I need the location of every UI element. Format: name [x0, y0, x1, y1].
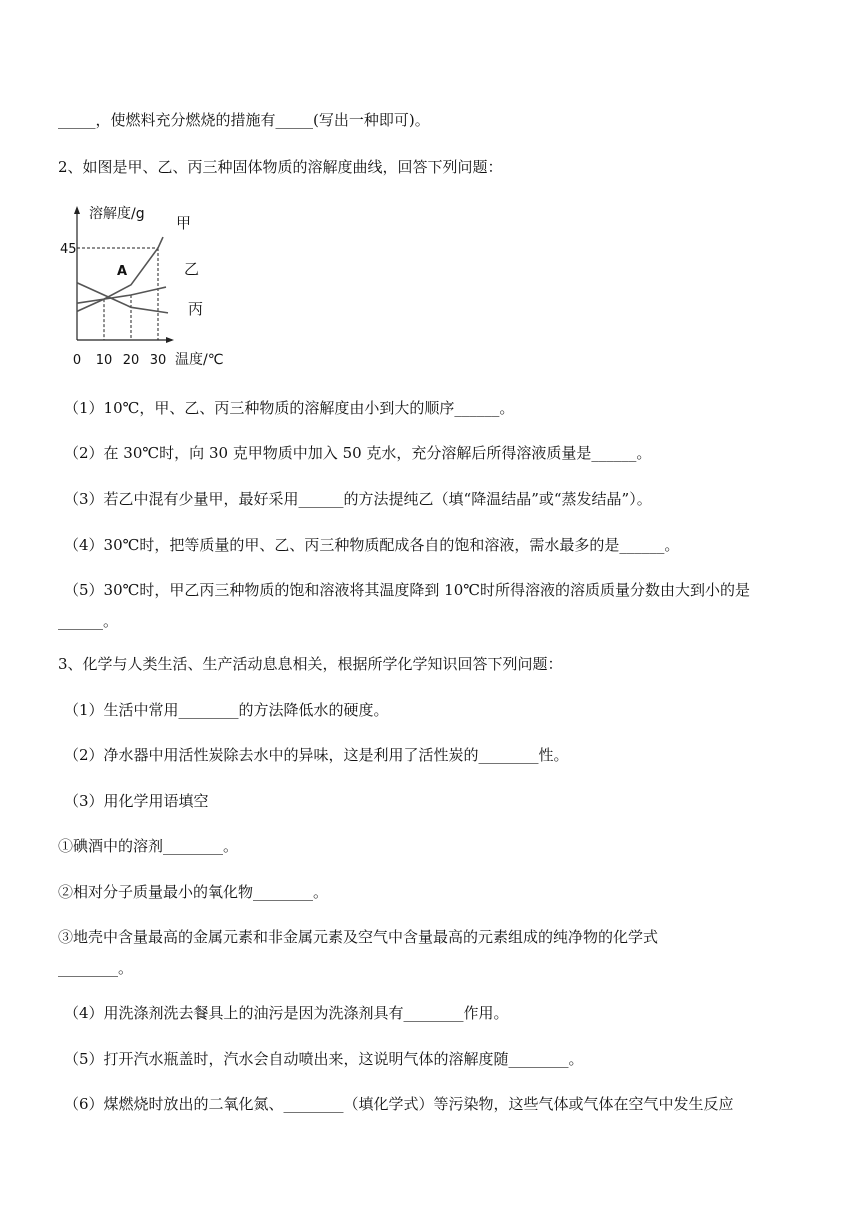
x-axis-arrow-icon — [166, 337, 174, 343]
y-axis-arrow-icon — [74, 206, 80, 214]
x-tick-label: 20 — [122, 353, 140, 368]
question-2-part-2: （2）在 30℃时，向 30 克甲物质中加入 50 克水，充分溶解后所得溶液质量是______。 — [64, 444, 652, 462]
question-2-part-1: （1）10℃，甲、乙、丙三种物质的溶解度由小到大的顺序______。 — [64, 399, 515, 417]
question-3-intro: 3、化学与人类生活、生产活动息息相关，根据所学化学知识回答下列问题： — [58, 655, 563, 673]
question-3-part-2: （2）净水器中用活性炭除去水中的异味，这是利用了活性炭的________性。 — [64, 746, 569, 764]
series-label-2: 乙 — [184, 260, 200, 278]
question-3-item-1: ①碘酒中的溶剂________。 — [58, 837, 239, 855]
question-2-part-5-blank: ______。 — [58, 612, 119, 630]
y-tick-label: 45 — [60, 242, 77, 257]
question-3-part-5: （5）打开汽水瓶盖时，汽水会自动喷出来，这说明气体的溶解度随________。 — [64, 1050, 584, 1068]
text-line-1: _____，使燃料充分燃烧的措施有_____(写出一种即可)。 — [58, 111, 430, 129]
question-3-item-2: ②相对分子质量最小的氧化物________。 — [58, 883, 329, 901]
x-axis-label: 温度/℃ — [175, 352, 224, 368]
point-label-a: A — [117, 264, 128, 279]
question-2-intro: 2、如图是甲、乙、丙三种固体物质的溶解度曲线，回答下列问题： — [58, 158, 503, 176]
x-tick-label: 30 — [149, 353, 167, 368]
series-label-3: 丙 — [188, 300, 204, 318]
question-2-part-3: （3）若乙中混有少量甲，最好采用______的方法提纯乙（填“降温结晶”或“蒸发结晶”）。 — [64, 490, 652, 508]
x-tick-label: 10 — [95, 353, 113, 368]
x-tick-label: 0 — [72, 353, 82, 368]
question-3-part-4: （4）用洗涤剂洗去餐具上的油污是因为洗涤剂具有________作用。 — [64, 1004, 509, 1022]
solubility-chart-svg — [62, 198, 242, 374]
question-2-part-4: （4）30℃时，把等质量的甲、乙、丙三种物质配成各自的饱和溶液，需水最多的是______。 — [64, 536, 680, 554]
solubility-chart — [62, 198, 242, 374]
question-2-part-5: （5）30℃时，甲乙丙三种物质的饱和溶液将其温度降到 10℃时所得溶液的溶质质量分数由大到小的是 — [64, 581, 751, 599]
question-3-part-6: （6）煤燃烧时放出的二氧化氮、________（填化学式）等污染物，这些气体或气体在空气中发生反应 — [64, 1095, 734, 1113]
question-3-part-3: （3）用化学用语填空 — [64, 792, 209, 810]
question-3-item-3-blank: ________。 — [58, 959, 134, 977]
y-axis-label: 溶解度/g — [89, 206, 145, 222]
curve-3 — [77, 283, 168, 313]
question-3-item-3: ③地壳中含量最高的金属元素和非金属元素及空气中含量最高的元素组成的纯净物的化学式 — [58, 928, 659, 946]
series-label-1: 甲 — [176, 214, 192, 232]
question-3-part-1: （1）生活中常用________的方法降低水的硬度。 — [64, 701, 389, 719]
